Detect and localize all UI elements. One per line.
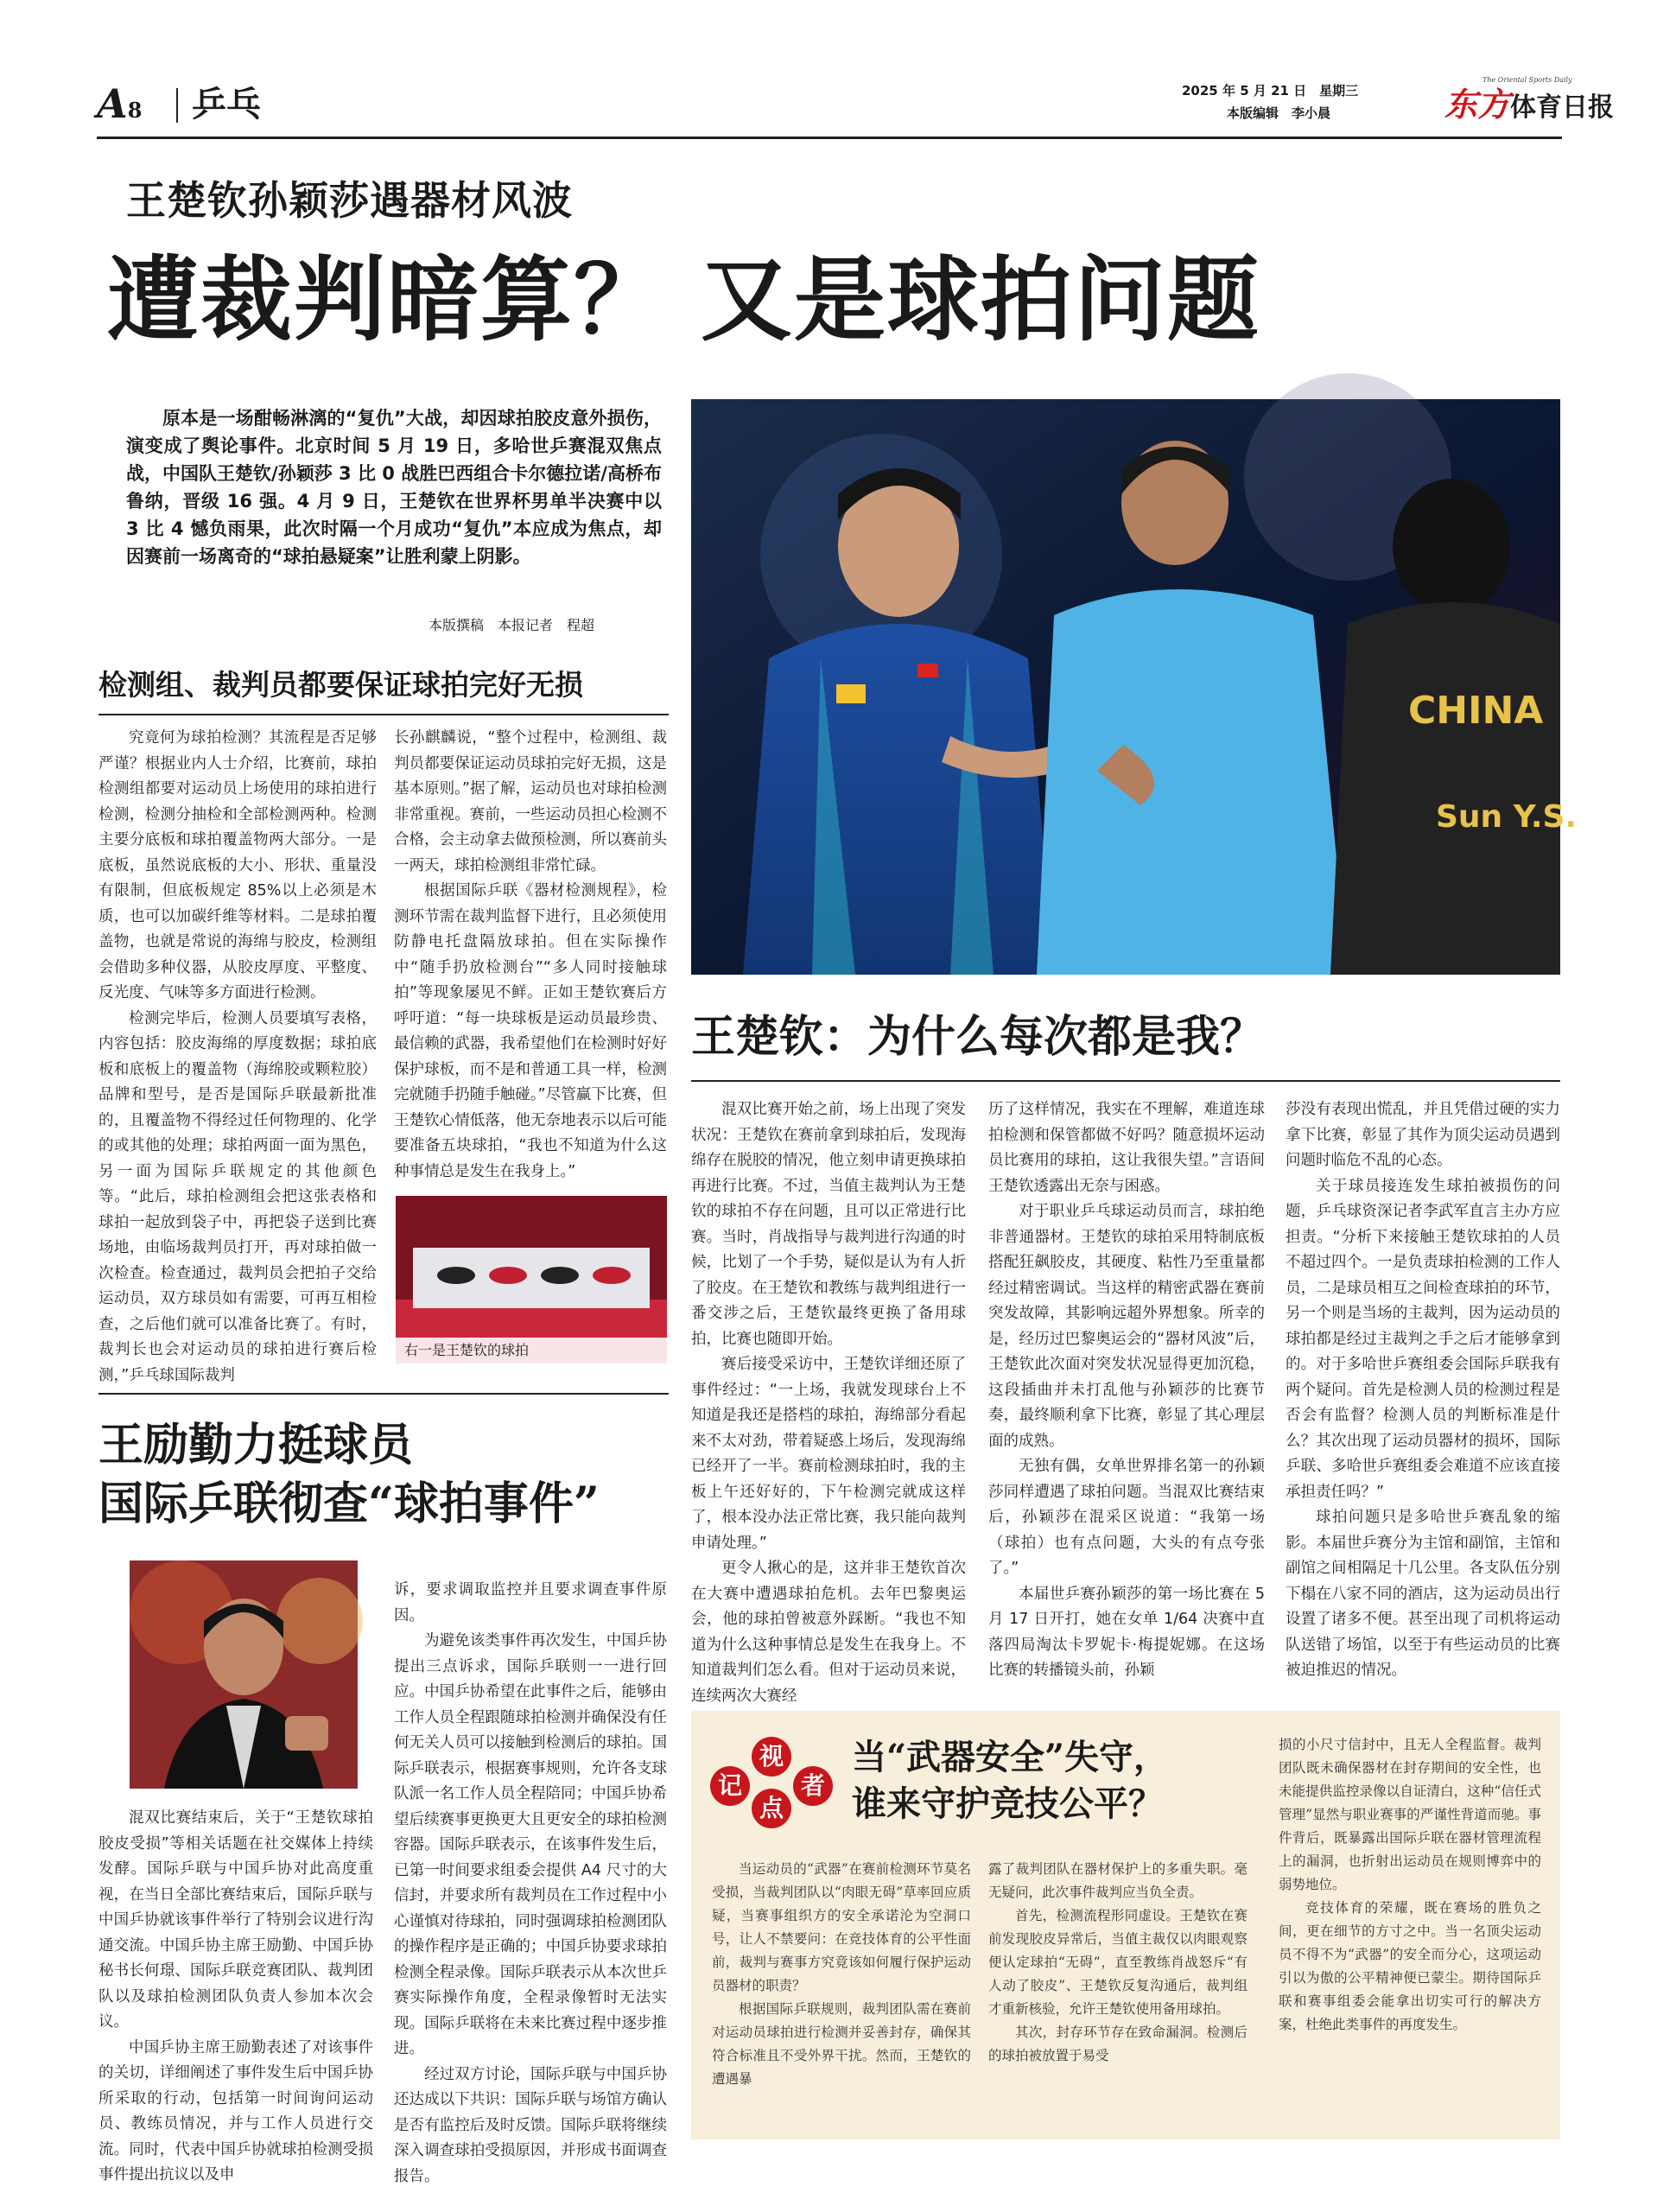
editor-line: 本版编辑 李小晨: [1227, 105, 1331, 121]
wang-col1-para: 赛后接受采访中，王楚钦详细还原了事件经过：“一上场，我就发现球台上不知道是我还是搭档的球拍，海绵部分看起来不太对劲，带着疑惑上场后，发现海绵已经开了一半。赛前检测球拍时，我的主板上午还好好的，下午检测完就成这样了，根本没办法正常比赛，我只能向裁判申请处理。”: [691, 1356, 966, 1552]
wang-col3-para: 关于球员接连发生球拍被损伤的问题，乒乓球资深记者李武军直言主办方应担责。“分析下来接触王楚钦球拍的人员不超过四个。一是负责球拍检测的工作人员，二是球员相互之间检查球拍的环节，另一个则是当场的主裁判，因为运动员的球拍都是经过主裁判之手之后才能够拿到的。对于多哈世乒赛组委会国际乒联我有两个疑问。首先是检测人员的检测过程是否会有监督？检测人员的判断标准是什么？其次出现了运动员器材的损坏，国际乒联、多哈世乒赛组委会难道不应该直接承担责任吗？”: [1286, 1177, 1560, 1501]
wang-col1: [691, 1097, 966, 1709]
page-code: [97, 79, 142, 135]
wang-col2-para: 本届世乒赛孙颖莎的第一场比赛在 5 月 17 日开打，她在女单 1/64 决赛中直落四局淘汰卡罗妮卡·梅提妮娜。在这场比赛的转播镜头前，孙颖: [988, 1585, 1265, 1679]
check-col2-para: 根据国际乒联《器材检测规程》，检测环节需在裁判监督下进行，且必须使用防静电托盘隔放球拍。但在实际操作中“随手扔放检测台”“多人同时接触球拍”等现象屡见不鲜。正如王楚钦赛后方呼吁道：“每一块球板是运动员最珍贵、最信赖的武器，我希望他们在检测时好好保护球板，而不是和普通工具一样，检测完就随手扔随手触碰。”尽管赢下比赛，但王楚钦心情低落，他无奈地表示以后可能要准备五块球拍，“我也不知道为什么这种事情总是发生在我身上。”: [394, 882, 667, 1180]
check-col1-para: 究竟何为球拍检测？其流程是否足够严谨？根据业内人士介绍，比赛前，球拍检测组都要对运动员上场使用的球拍进行检测，检测分抽检和全部检测两种。检测主要分底板和球拍覆盖物两大部分。一是底板，虽然说底板的大小、形状、重量没有限制，但底板规定 85%以上必须是木质，也可以加碳纤维等材料。二是球拍覆盖物，也就是常说的海绵与胶皮，检测组会借助多种仪器，从胶皮厚度、平整度、反光度、气味等多方面进行检测。: [98, 729, 377, 1001]
wang-headline-rule: [691, 1080, 1560, 1082]
wangli-top-rule: [98, 1393, 669, 1395]
wang-col2-para: 历了这样情况，我实在不理解，难道连球拍检测和保管都做不好吗？随意损坏运动员比赛用的球拍，这让我很失望。”言语间王楚钦透露出无奈与困惑。: [988, 1101, 1265, 1195]
wang-col2: [988, 1097, 1265, 1684]
jersey-country: CHINA: [1408, 689, 1544, 733]
commentary-col2: [988, 1858, 1248, 2068]
commentary-col1-para: 当运动员的“武器”在赛前检测环节莫名受损，当裁判团队以“肉眼无碍”草率回应质疑，当赛事组织方的安全承诺沦为空洞口号，让人不禁要问：在竞技体育的公平性面前，裁判与赛事方究竟该如何履行保护运动员器材的职责？: [712, 1861, 971, 1993]
commentary-col1: [712, 1858, 971, 2091]
wang-col1-para: 混双比赛开始之前，场上出现了突发状况：王楚钦在赛前拿到球拍后，发现海绵存在脱胶的情况，他立刻申请更换球拍再进行比赛。不过，当值主裁判认为王楚钦的球拍不存在问题，且可以正常进行比赛。当时，肖战指导与裁判进行沟通的时候，比划了一个手势，疑似是认为有人折了胶皮。在王楚钦和教练与裁判组进行一番交涉之后，王楚钦最终更换了备用球拍，比赛也随即开始。: [691, 1101, 966, 1348]
wangli-col1: [98, 1806, 373, 2189]
commentary-col3-para: 竞技体育的荣耀，既在赛场的胜负之间，更在细节的方寸之中。当一名顶尖运动员不得不为“武器”的安全而分心，这项运动引以为傲的公平精神便已蒙尘。期待国际乒联和赛事组委会能拿出切实可行的解决方案，杜绝此类事件的再度发生。: [1279, 1900, 1541, 2032]
check-col1-para: 检测完毕后，检测人员要填写表格，内容包括：胶皮海绵的厚度数据；球拍底板和底板上的覆盖物（海绵胶或颗粒胶）品牌和型号，是否是国际乒联最新批准的，且覆盖物不得经过任何物理的、化学的或其他的处理；球拍两面一面为黑色，另一面为国际乒联规定的其他颜色等。“此后，球拍检测组会把这张表格和球拍一起放到袋子中，再把袋子送到比赛场地，由临场裁判员打开，再对球拍做一次检查。检查通过，裁判员会把拍子交给运动员，双方球员如有需要，可再互相检查，之后他们就可以准备比赛了。有时，裁判长也会对运动员的球拍进行赛后检测，”乒乓球国际裁判: [98, 1009, 377, 1384]
wangli-col1-para: 混双比赛结束后，关于“王楚钦球拍胶皮受损”等相关话题在社交媒体上持续发酵。国际乒联与中国乒协对此高度重视，在当日全部比赛结束后，国际乒联与中国乒协就该事件举行了特别会议进行沟通交流。中国乒协主席王励勤、中国乒协秘书长何璟、国际乒联竞赛团队、裁判团队以及球拍检测团队负责人参加本次会议。: [98, 1809, 373, 2031]
commentary-col2-para: 露了裁判团队在器材保护上的多重失职。毫无疑问，此次事件裁判应当负全责。: [988, 1861, 1248, 1900]
page-code-letter: A: [97, 80, 128, 127]
wang-col3: [1286, 1097, 1560, 1684]
check-headline-rule: [98, 714, 669, 715]
header-divider: [176, 88, 178, 123]
section-name: 乒乓: [192, 85, 261, 124]
wangli-headline-1: 王励勤力挺球员: [98, 1419, 414, 1471]
lead-headline: 遭裁判暗算？ 又是球拍问题: [107, 245, 1260, 353]
wangli-col2-para: 经过双方讨论，国际乒联与中国乒协还达成以下共识：国际乒联与场馆方确认是否有监控后及时反馈。国际乒联将继续深入调查球拍受损原因，并形成书面调查报告。: [394, 2065, 667, 2185]
page-number: 8: [127, 98, 143, 123]
lead-photo: [691, 399, 1578, 975]
check-col2: [394, 726, 667, 1185]
wangli-col2-para: 诉，要求调取监控并且要求调查事件原因。: [394, 1581, 667, 1624]
commentary-headline-1: 当“武器安全”失守，: [852, 1737, 1169, 1777]
wang-col2-para: 对于职业乒乓球运动员而言，球拍绝非普通器材。王楚钦的球拍采用特制底板搭配狂飙胶皮，其硬度、粘性乃至重量都经过精密调试。当这样的精密武器在赛前突发故障，其影响远超外界想象。所幸的是，经历过巴黎奥运会的“器材风波”后，王楚钦此次面对突发状况显得更加沉稳，这段插曲并未打乱他与孙颖莎的比赛节奏，最终顺利拿下比赛，彰显了其心理层面的成熟。: [988, 1203, 1265, 1450]
header-rule: [97, 137, 1562, 139]
lead-byline: 本版撰稿 本报记者 程超: [429, 617, 595, 633]
inset-photo: [396, 1196, 667, 1363]
wang-col1-para: 更令人揪心的是，这并非王楚钦首次在大赛中遭遇球拍危机。去年巴黎奥运会，他的球拍曾被意外踩断。“我也不知道为什么这种事情总是发生在我身上。不知道裁判们怎么看。但对于运动员来说，连续两次大赛经: [691, 1560, 966, 1705]
check-col1: [98, 726, 377, 1389]
brand-name: [1444, 85, 1614, 131]
page-header: [97, 76, 1615, 131]
wangli-col2: [394, 1578, 667, 2190]
badge-char: 视: [752, 1737, 791, 1777]
wang-col3-para: 球拍问题只是多哈世乒赛乱象的缩影。本届世乒赛分为主馆和副馆，主馆和副馆之间相隔足十几公里。各支队伍分别下榻在八家不同的酒店，这为运动员出行设置了诸多不便。甚至出现了司机将运动队送错了场馆，以至于有些运动员的比赛被迫推迟的情况。: [1286, 1509, 1560, 1679]
check-col2-para: 长孙麒麟说，“整个过程中，检测组、裁判员都要保证运动员球拍完好无损，这是基本原则。”据了解，运动员也对球拍检测非常重视。赛前，一些运动员担心检测不合格，会主动拿去做预检测，所以赛前头一两天，球拍检测组非常忙碌。: [394, 729, 667, 874]
brand-en: The Oriental Sports Daily: [1482, 76, 1572, 84]
commentary-col3-para: 损的小尺寸信封中，且无人全程监督。裁判团队既未确保器材在封存期间的安全性，也未能提供监控录像以自证清白，这种“信任式管理”显然与职业赛事的严谨性背道而驰。事件背后，既暴露出国际乒联在器材管理流程上的漏洞，也折射出运动员在规则博弈中的弱势地位。: [1279, 1737, 1541, 1892]
wangli-col2-para: 为避免该类事件再次发生，中国乒协提出三点诉求，国际乒联则一一进行回应。中国乒协希望在此事件之后，能够由工作人员全程跟随球拍检测并确保没有任何无关人员可以接触到检测后的球拍。国际乒联表示，根据赛事规则，允许各支球队派一名工作人员全程陪同；中国乒协希望后续赛事更换更大且更安全的球拍检测容器。国际乒联表示，在该事件发生后，已第一时间要求组委会提供 A4 尺寸的大信封，并要求所有裁判员在工作过程中小心谨慎对待球拍，同时强调球拍检测团队的操作程序是正确的；中国乒协要求球拍检测全程录像。国际乒联表示从本次世乒赛实际操作角度，全程录像暂时无法实现。国际乒联将在未来比赛过程中逐步推进。: [394, 1632, 667, 2057]
wang-col3-para: 莎没有表现出慌乱，并且凭借过硬的实力拿下比赛，彰显了其作为顶尖运动员遇到问题时临危不乱的心态。: [1286, 1101, 1560, 1169]
brand-logo: [1444, 76, 1615, 130]
commentary-col2-para: 首先，检测流程形同虚设。王楚钦在赛前发现胶皮异常后，当值主裁仅以肉眼观察便认定球拍“无碍”，直至教练肖战怒斥“有人动了胶皮”、王楚钦反复沟通后，裁判组才重新核验，允许王楚钦使用备用球拍。: [988, 1908, 1248, 2017]
wangli-portrait: [130, 1560, 358, 1789]
inset-caption: 右一是王楚钦的球拍: [396, 1338, 667, 1363]
commentary-col1-para: 根据国际乒联规则，裁判团队需在赛前对运动员球拍进行检测并妥善封存，确保其符合标准且不受外界干扰。然而，王楚钦的遭遇暴: [712, 2001, 971, 2087]
lead-photo-image: [691, 399, 1578, 975]
lead-kicker: 王楚钦孙颖莎遇器材风波: [126, 177, 573, 224]
lead-lede: 原本是一场酣畅淋漓的“复仇”大战，却因球拍胶皮意外损伤，演变成了舆论事件。北京时间 5 月 19 日，多哈世乒赛混双焦点战，中国队王楚钦/孙颖莎 3 比 0 战胜巴西组合卡尔德拉诺/高桥布鲁纳，晋级 16 强。4 月 9 日，王楚钦在世界杯男单半决赛中以 3 比 4 憾负雨果，此次时隔一个月成功“复仇”本应成为焦点，却因赛前一场离奇的“球拍悬疑案”让胜利蒙上阴影。: [126, 408, 662, 567]
date-line: 2025 年 5 月 21 日 星期三: [1182, 83, 1359, 99]
badge-char: 记: [710, 1766, 750, 1806]
commentary-headline-2: 谁来守护竞技公平？: [852, 1783, 1163, 1824]
wangli-col1-para: 中国乒协主席王励勤表述了对该事件的关切，详细阐述了事件发生后中国乒协所采取的行动，包括第一时间询问运动员、教练员情况，并与工作人员进行交流。同时，代表中国乒协就球拍检测受损事件提出抗议以及申: [98, 2038, 373, 2183]
commentary-badge: [710, 1737, 840, 1827]
brand-red: 东方: [1444, 85, 1511, 124]
wang-headline: 王楚钦：为什么每次都是我？: [691, 1012, 1265, 1063]
check-headline: 检测组、裁判员都要保证球拍完好无损: [98, 668, 583, 702]
commentary-box: [691, 1711, 1560, 2139]
jersey-name: Sun Y.S.: [1436, 799, 1578, 835]
wangli-headline-2: 国际乒联彻查“球拍事件”: [98, 1478, 600, 1530]
wangli-portrait-image: [130, 1560, 358, 1789]
wang-col2-para: 无独有偶，女单世界排名第一的孙颖莎同样遭遇了球拍问题。当混双比赛结束后，孙颖莎在混采区说道：“我第一场（球拍）也有点问题，大头的有点夸张了。”: [988, 1458, 1265, 1577]
badge-char: 点: [752, 1789, 791, 1828]
badge-char: 者: [793, 1766, 833, 1806]
commentary-col2-para: 其次，封存环节存在致命漏洞。检测后的球拍被放置于易受: [988, 2024, 1248, 2063]
commentary-col3: [1279, 1733, 1541, 2037]
brand-black: 体育日报: [1510, 92, 1615, 123]
